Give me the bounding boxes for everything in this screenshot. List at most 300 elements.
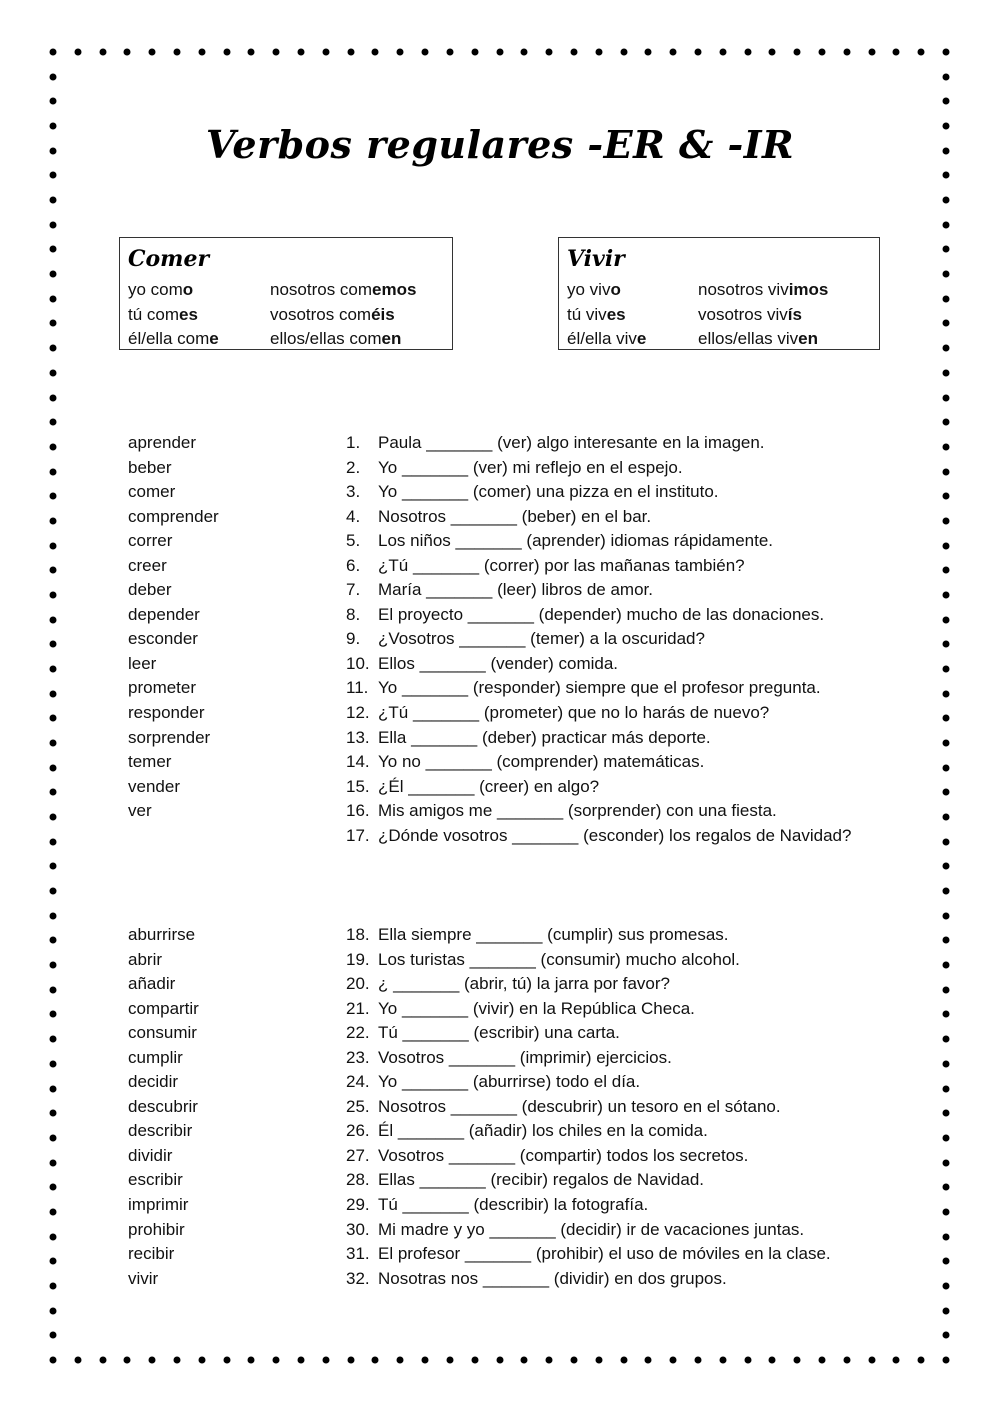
border-dot <box>943 814 950 821</box>
exercise-text: Yo _______ (ver) mi reflejo en el espejo. <box>378 457 683 477</box>
conjugation-form: él/ella vive <box>567 329 647 348</box>
exercise-item <box>346 726 886 751</box>
border-dot <box>943 98 950 105</box>
border-dot <box>397 49 404 56</box>
exercise-text: Paula _______ (ver) algo interesante en la imagen. <box>378 433 765 452</box>
border-dot <box>50 962 57 969</box>
border-dot <box>794 49 801 56</box>
exercise-text: ¿Tú _______ (prometer) que no lo harás de nuevo? <box>378 703 770 723</box>
conjugation-box-comer <box>119 237 453 350</box>
border-dot <box>943 912 950 919</box>
verb-item: cumplir <box>128 1047 183 1067</box>
conjugation-form: vosotros vivís <box>698 304 802 324</box>
border-dot <box>943 542 950 549</box>
exercise-item <box>346 578 886 603</box>
border-dot <box>50 1233 57 1240</box>
border-dot <box>918 1357 925 1364</box>
border-dot <box>50 690 57 697</box>
border-dot <box>50 888 57 895</box>
border-dot <box>50 295 57 302</box>
border-dot <box>943 764 950 771</box>
er-exercise-list <box>346 431 886 848</box>
border-dot <box>99 1357 106 1364</box>
border-dot <box>50 369 57 376</box>
border-dot <box>943 493 950 500</box>
border-dot <box>943 1282 950 1289</box>
border-dot <box>794 1357 801 1364</box>
verb-item: vivir <box>128 1268 159 1288</box>
border-dot <box>446 1357 453 1364</box>
verb-item: esconder <box>128 629 198 649</box>
conjugation-form: yo como <box>128 280 194 299</box>
border-dot <box>50 517 57 524</box>
border-dot <box>248 1357 255 1364</box>
exercise-item <box>346 972 886 997</box>
border-dot <box>943 1134 950 1141</box>
exercise-text: Ella _______ (deber) practicar más deporte. <box>378 727 711 747</box>
border-dot <box>620 49 627 56</box>
border-dot <box>943 295 950 302</box>
border-dot <box>694 49 701 56</box>
exercise-item <box>346 750 886 775</box>
border-dot <box>943 1258 950 1265</box>
exercise-number: 13. <box>346 727 370 747</box>
exercise-text: María _______ (leer) libros de amor. <box>378 580 653 600</box>
exercise-number: 3. <box>346 482 361 502</box>
exercise-number: 31. <box>346 1244 370 1264</box>
verb-item: escribir <box>128 1170 183 1190</box>
exercise-item <box>346 923 886 948</box>
verb-item: imprimir <box>128 1195 189 1215</box>
verb-item: prohibir <box>128 1219 185 1239</box>
exercise-item <box>346 948 886 973</box>
exercise-text: ¿Él _______ (creer) en algo? <box>378 776 600 796</box>
exercise-number: 5. <box>346 531 361 551</box>
exercise-item <box>346 701 886 726</box>
verb-item: depender <box>128 604 200 624</box>
border-dot <box>595 49 602 56</box>
border-dot <box>943 443 950 450</box>
border-dot <box>645 49 652 56</box>
border-dot <box>50 986 57 993</box>
border-dot <box>50 197 57 204</box>
border-dot <box>50 715 57 722</box>
border-dot <box>74 1357 81 1364</box>
exercise-item <box>346 1193 886 1218</box>
conjugation-box-vivir <box>558 237 880 350</box>
border-dot <box>818 49 825 56</box>
conjugation-grid <box>128 278 444 352</box>
exercise-text: ¿ _______ (abrir, tú) la jarra por favor? <box>378 974 670 994</box>
verb-item: describir <box>128 1121 193 1141</box>
exercise-text: Yo _______ (responder) siempre que el profesor pregunta. <box>378 678 821 698</box>
exercise-text: Los turistas _______ (consumir) mucho alcohol. <box>378 949 740 969</box>
border-dot <box>347 1357 354 1364</box>
verb-item: temer <box>128 752 172 772</box>
exercise-item <box>346 1070 886 1095</box>
exercise-number: 27. <box>346 1145 370 1165</box>
border-dot <box>50 567 57 574</box>
border-dot <box>943 641 950 648</box>
border-dot <box>943 1357 950 1364</box>
verb-item: decidir <box>128 1072 179 1092</box>
verb-item: sorprender <box>128 727 211 747</box>
border-dot <box>50 443 57 450</box>
exercise-text: Ella siempre _______ (cumplir) sus promesas. <box>378 925 729 944</box>
border-dot <box>943 962 950 969</box>
border-dot <box>50 1011 57 1018</box>
border-dot <box>893 1357 900 1364</box>
exercise-text: Ellos _______ (vender) comida. <box>378 653 619 673</box>
border-dot <box>50 1208 57 1215</box>
verb-item: leer <box>128 653 157 673</box>
border-dot <box>50 838 57 845</box>
verb-item: añadir <box>128 974 176 994</box>
border-dot <box>570 49 577 56</box>
border-dot <box>943 320 950 327</box>
border-dot <box>124 1357 131 1364</box>
exercise-text: Mi madre y yo _______ (decidir) ir de vacaciones juntas. <box>378 1219 805 1239</box>
conjugation-form: nosotros vivimos <box>698 280 829 299</box>
border-dot <box>943 369 950 376</box>
border-dot <box>943 1110 950 1117</box>
exercise-text: ¿Tú _______ (correr) por las mañanas también? <box>378 555 745 575</box>
exercise-text: Yo _______ (aburrirse) todo el día. <box>378 1072 641 1092</box>
exercise-item <box>346 1119 886 1144</box>
border-dot <box>570 1357 577 1364</box>
border-dot <box>769 1357 776 1364</box>
exercise-item <box>346 997 886 1022</box>
exercise-text: El proyecto _______ (depender) mucho de las donaciones. <box>378 604 825 624</box>
exercise-number: 11. <box>346 678 369 698</box>
exercise-item <box>346 554 886 579</box>
exercise-item <box>346 627 886 652</box>
border-dot <box>50 1134 57 1141</box>
verb-item: comer <box>128 482 176 502</box>
exercise-number: 14. <box>346 752 370 772</box>
exercise-text: Ellas _______ (recibir) regalos de Navidad. <box>378 1170 705 1190</box>
border-dot <box>719 1357 726 1364</box>
border-dot <box>744 49 751 56</box>
border-dot <box>50 73 57 80</box>
exercise-text: Nosotros _______ (descubrir) un tesoro en el sótano. <box>378 1096 781 1116</box>
border-dot <box>496 49 503 56</box>
exercise-item <box>346 1021 886 1046</box>
exercise-item <box>346 676 886 701</box>
exercise-text: Yo no _______ (comprender) matemáticas. <box>378 752 705 772</box>
border-dot <box>322 49 329 56</box>
exercise-number: 1. <box>346 433 361 452</box>
border-dot <box>893 49 900 56</box>
border-dot <box>918 49 925 56</box>
verb-item: aprender <box>128 433 197 452</box>
exercise-number: 8. <box>346 604 361 624</box>
exercise-text: Yo _______ (vivir) en la República Checa. <box>378 998 695 1018</box>
border-dot <box>50 98 57 105</box>
exercise-text: ¿Vosotros _______ (temer) a la oscuridad? <box>378 629 705 649</box>
border-dot <box>943 73 950 80</box>
border-dot <box>50 1282 57 1289</box>
border-dot <box>347 49 354 56</box>
verb-item: dividir <box>128 1145 173 1165</box>
exercise-number: 28. <box>346 1170 370 1190</box>
border-dot <box>943 591 950 598</box>
border-dot <box>943 690 950 697</box>
border-dot <box>124 49 131 56</box>
border-dot <box>50 1184 57 1191</box>
exercise-text: El profesor _______ (prohibir) el uso de móviles en la clase. <box>378 1244 831 1264</box>
verb-item: recibir <box>128 1244 175 1264</box>
conjugation-form: él/ella come <box>128 329 219 348</box>
exercise-item <box>346 1168 886 1193</box>
conjugation-form: nosotros comemos <box>270 280 417 299</box>
border-dot <box>223 1357 230 1364</box>
border-dot <box>546 1357 553 1364</box>
border-dot <box>943 197 950 204</box>
border-dot <box>248 49 255 56</box>
border-dot <box>943 616 950 623</box>
border-dot <box>943 740 950 747</box>
border-dot <box>422 49 429 56</box>
border-dot <box>149 1357 156 1364</box>
border-dot <box>943 937 950 944</box>
border-dot <box>943 1011 950 1018</box>
border-dot <box>50 1085 57 1092</box>
border-dot <box>50 468 57 475</box>
border-dot <box>868 1357 875 1364</box>
exercise-item <box>346 1218 886 1243</box>
exercise-item <box>346 799 886 824</box>
border-dot <box>273 49 280 56</box>
border-dot <box>50 345 57 352</box>
border-dot <box>50 863 57 870</box>
exercise-text: Nosotros _______ (beber) en el bar. <box>378 506 652 526</box>
verb-item: compartir <box>128 998 199 1018</box>
border-dot <box>943 517 950 524</box>
exercise-text: Los niños _______ (aprender) idiomas rápidamente. <box>378 531 774 551</box>
border-dot <box>943 468 950 475</box>
border-dot <box>521 49 528 56</box>
exercise-item <box>346 1144 886 1169</box>
exercise-item <box>346 431 886 456</box>
exercise-number: 20. <box>346 974 370 994</box>
border-dot <box>943 1184 950 1191</box>
exercise-number: 16. <box>346 801 370 821</box>
border-dot <box>223 49 230 56</box>
border-dot <box>943 49 950 56</box>
border-dot <box>50 1307 57 1314</box>
verb-item: vender <box>128 776 180 796</box>
border-dot <box>943 1085 950 1092</box>
exercise-text: ¿Dónde vosotros _______ (esconder) los regalos de Navidad? <box>378 825 852 845</box>
border-dot <box>50 493 57 500</box>
verb-item: ver <box>128 801 152 821</box>
conjugation-form: tú vives <box>567 304 626 324</box>
exercise-number: 26. <box>346 1121 370 1141</box>
border-dot <box>595 1357 602 1364</box>
page-title: Verbos regulares -ER & -IR <box>205 122 795 167</box>
verb-item: deber <box>128 580 172 600</box>
border-dot <box>943 715 950 722</box>
verb-item: prometer <box>128 678 197 698</box>
exercise-number: 17. <box>346 825 370 845</box>
border-dot <box>943 789 950 796</box>
border-dot <box>74 49 81 56</box>
exercise-text: Tú _______ (escribir) una carta. <box>378 1023 620 1043</box>
ir-verb-list <box>128 923 199 1291</box>
exercise-text: Vosotros _______ (imprimir) ejercicios. <box>378 1047 672 1067</box>
border-dot <box>620 1357 627 1364</box>
border-dot <box>397 1357 404 1364</box>
border-dot <box>769 49 776 56</box>
border-dot <box>50 665 57 672</box>
border-dot <box>372 49 379 56</box>
border-dot <box>943 1233 950 1240</box>
border-dot <box>50 172 57 179</box>
border-dot <box>943 394 950 401</box>
ir-exercise-list <box>346 923 886 1291</box>
border-dot <box>273 1357 280 1364</box>
exercise-number: 2. <box>346 457 361 477</box>
border-dot <box>471 1357 478 1364</box>
border-dot <box>149 49 156 56</box>
exercise-item <box>346 1267 886 1292</box>
border-dot <box>446 49 453 56</box>
border-dot <box>50 912 57 919</box>
exercise-number: 18. <box>346 925 370 944</box>
border-dot <box>198 49 205 56</box>
conjugation-title: Comer <box>128 246 210 272</box>
border-dot <box>50 764 57 771</box>
er-verb-list <box>128 431 219 824</box>
border-dot <box>298 49 305 56</box>
exercise-item <box>346 1242 886 1267</box>
border-dot <box>943 419 950 426</box>
border-dot <box>372 1357 379 1364</box>
border-dot <box>943 838 950 845</box>
exercise-item <box>346 652 886 677</box>
border-dot <box>943 1332 950 1339</box>
exercise-item <box>346 1046 886 1071</box>
exercise-number: 22. <box>346 1023 370 1043</box>
verb-item: consumir <box>128 1023 197 1043</box>
border-dot <box>943 172 950 179</box>
border-dot <box>943 345 950 352</box>
conjugation-form: yo vivo <box>567 280 621 299</box>
border-dot <box>943 1060 950 1067</box>
border-dot <box>943 863 950 870</box>
border-dot <box>670 1357 677 1364</box>
border-dot <box>50 1357 57 1364</box>
border-dot <box>50 542 57 549</box>
exercise-item <box>346 775 886 800</box>
exercise-item <box>346 824 886 849</box>
verb-item: creer <box>128 555 167 575</box>
border-dot <box>50 1258 57 1265</box>
conjugation-title: Vivir <box>567 246 625 272</box>
conjugation-grid <box>567 278 871 352</box>
exercise-text: Él _______ (añadir) los chiles en la comida. <box>378 1121 708 1141</box>
exercise-item <box>346 505 886 530</box>
border-dot <box>496 1357 503 1364</box>
border-dot <box>50 814 57 821</box>
border-dot <box>943 1159 950 1166</box>
border-dot <box>943 1307 950 1314</box>
border-dot <box>521 1357 528 1364</box>
conjugation-form: ellos/ellas comen <box>270 329 402 348</box>
border-dot <box>50 789 57 796</box>
border-dot <box>50 1060 57 1067</box>
exercise-number: 9. <box>346 629 361 649</box>
conjugation-form: tú comes <box>128 304 198 324</box>
border-dot <box>50 937 57 944</box>
exercise-number: 30. <box>346 1219 370 1239</box>
border-dot <box>50 1110 57 1117</box>
border-dot <box>843 1357 850 1364</box>
border-dot <box>645 1357 652 1364</box>
border-dot <box>943 888 950 895</box>
border-dot <box>818 1357 825 1364</box>
exercise-item <box>346 456 886 481</box>
border-dot <box>943 1036 950 1043</box>
exercise-number: 10. <box>346 653 370 673</box>
border-dot <box>943 221 950 228</box>
verb-item: beber <box>128 457 172 477</box>
border-dot <box>943 567 950 574</box>
border-dot <box>868 49 875 56</box>
border-dot <box>50 1332 57 1339</box>
exercise-number: 7. <box>346 580 361 600</box>
border-dot <box>943 246 950 253</box>
exercise-number: 12. <box>346 703 370 723</box>
border-dot <box>50 1159 57 1166</box>
border-dot <box>50 320 57 327</box>
border-dot <box>943 1208 950 1215</box>
exercise-text: Vosotros _______ (compartir) todos los secretos. <box>378 1145 749 1165</box>
exercise-item <box>346 1095 886 1120</box>
border-dot <box>694 1357 701 1364</box>
verb-item: comprender <box>128 506 219 526</box>
border-dot <box>322 1357 329 1364</box>
border-dot <box>174 1357 181 1364</box>
border-dot <box>471 49 478 56</box>
border-dot <box>50 49 57 56</box>
border-dot <box>744 1357 751 1364</box>
border-dot <box>50 394 57 401</box>
verb-item: correr <box>128 531 173 551</box>
exercise-item <box>346 480 886 505</box>
exercise-item <box>346 529 886 554</box>
exercise-text: Yo _______ (comer) una pizza en el instituto. <box>378 482 719 502</box>
border-dot <box>298 1357 305 1364</box>
exercise-number: 19. <box>346 949 370 969</box>
border-dot <box>546 49 553 56</box>
border-dot <box>422 1357 429 1364</box>
border-dot <box>174 49 181 56</box>
exercise-number: 4. <box>346 506 361 526</box>
exercise-number: 24. <box>346 1072 370 1092</box>
exercise-text: Mis amigos me _______ (sorprender) con una fiesta. <box>378 801 777 821</box>
border-dot <box>843 49 850 56</box>
conjugation-form: vosotros coméis <box>270 304 395 324</box>
exercise-number: 23. <box>346 1047 370 1067</box>
border-dot <box>50 641 57 648</box>
exercise-number: 32. <box>346 1268 370 1288</box>
verb-item: descubrir <box>128 1096 198 1116</box>
border-dot <box>50 616 57 623</box>
exercise-number: 6. <box>346 555 361 575</box>
border-dot <box>719 49 726 56</box>
